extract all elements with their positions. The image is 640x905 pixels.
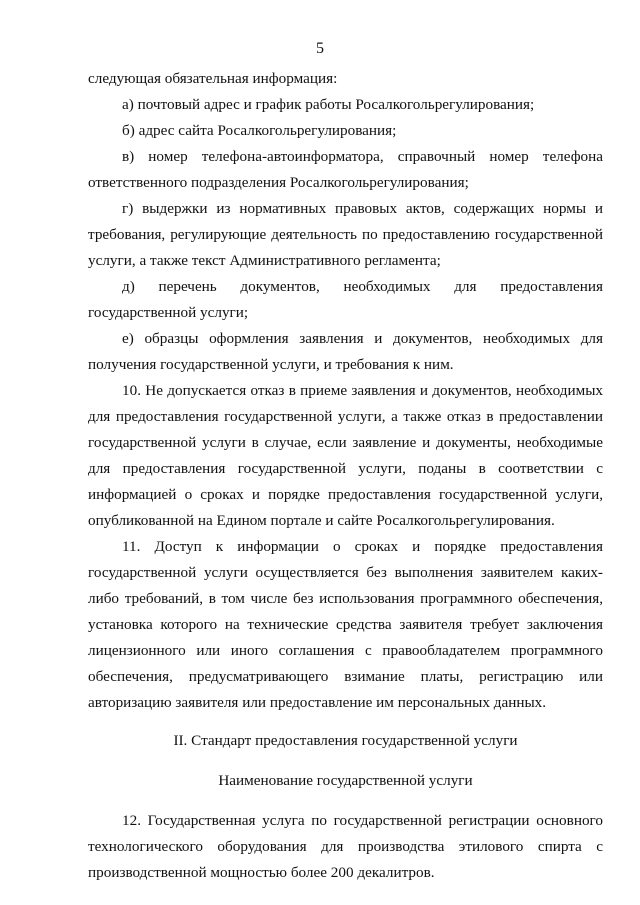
list-item-g: г) выдержки из нормативных правовых актов, содержащих нормы и требования, регулирующие деятельность по предоставлению государственной услуги, а также текст Административного регламента; <box>88 200 603 269</box>
list-item-d: д) перечень документов, необходимых для предоставления государственной услуги; <box>88 278 603 321</box>
document-body <box>88 66 603 886</box>
list-item-a: а) почтовый адрес и график работы Росалкогольрегулирования; <box>122 96 535 113</box>
paragraph-12: 12. Государственная услуга по государственной регистрации основного технологического оборудования для производства этилового спирта с производственной мощностью более 200 декалитров. <box>88 812 603 881</box>
paragraph-10: 10. Не допускается отказ в приеме заявления и документов, необходимых для предоставления государственной услуги, а также отказ в предоставлении государственной услуги в случае, если заявление и документы, необходимые для предоставления государственной услуги, поданы в соответствии с информацией о сроках и порядке предоставления государственной услуги, опубликованной на Едином портале и сайте Росалкогольрегулирования. <box>88 382 603 529</box>
paragraph-11: 11. Доступ к информации о сроках и порядке предоставления государственной услуги осуществляется без выполнения заявителем каких-либо требований, в том числе без использования программного обеспечения, установка которого на технические средства заявителя требует заключения лицензионного или иного соглашения с правообладателем программного обеспечения, предусматривающего взимание платы, регистрацию или авторизацию заявителя или предоставление им персональных данных. <box>88 538 603 711</box>
list-item-e: е) образцы оформления заявления и документов, необходимых для получения государственной услуги, и требования к ним. <box>88 330 603 373</box>
section-heading: II. Стандарт предоставления государственной услуги <box>173 732 518 749</box>
list-item-b: б) адрес сайта Росалкогольрегулирования; <box>122 122 397 139</box>
page-number: 5 <box>316 40 324 57</box>
subsection-heading: Наименование государственной услуги <box>218 772 473 789</box>
list-item-v: в) номер телефона-автоинформатора, справочный номер телефона ответственного подразделения Росалкогольрегулирования; <box>88 148 603 191</box>
paragraph-intro-continuation: следующая обязательная информация: <box>88 70 338 87</box>
